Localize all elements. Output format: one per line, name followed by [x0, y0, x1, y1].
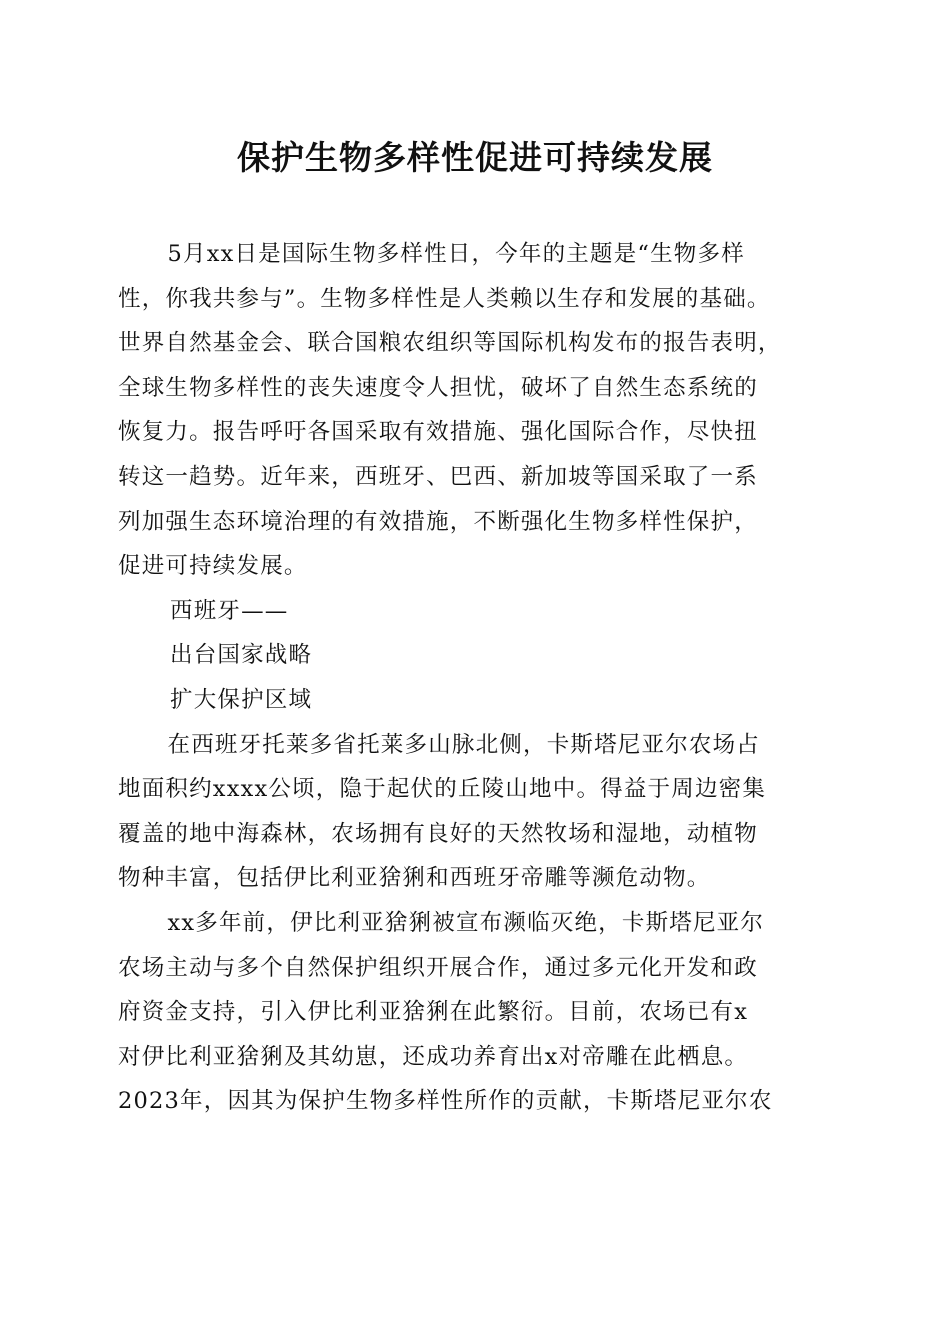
paragraph-line: xx多年前，伊比利亚猞猁被宣布濒临灭绝，卡斯塔尼亚尔 [167, 909, 765, 936]
body-paragraph [118, 723, 834, 901]
paragraph-line: 转这一趋势。近年来，西班牙、巴西、新加坡等国采取了一系 [118, 463, 758, 490]
subheading: 扩大保护区域 [170, 686, 313, 713]
paragraph-line: 促进可持续发展。 [118, 553, 308, 580]
paragraph-line: 物种丰富，包括伊比利亚猞猁和西班牙帝雕等濒危动物。 [118, 865, 711, 892]
paragraph-line: 对伊比利亚猞猁及其幼崽，还成功养育出x对帝雕在此栖息。 [118, 1043, 749, 1070]
paragraph-line: 全球生物多样性的丧失速度令人担忧，破坏了自然生态系统的 [118, 374, 758, 401]
paragraph-line: 性，你我共参与”。生物多样性是人类赖以生存和发展的基础。 [118, 285, 771, 312]
paragraph-line: 5月xx日是国际生物多样性日，今年的主题是“生物多样 [167, 241, 745, 267]
paragraph-line: 府资金支持，引入伊比利亚猞猁在此繁衍。目前，农场已有x [118, 999, 749, 1026]
paragraph-line: 覆盖的地中海森林，农场拥有良好的天然牧场和湿地，动植物 [118, 820, 758, 847]
paragraph-line: 恢复力。报告呼吁各国采取有效措施、强化国际合作，尽快扭 [118, 419, 758, 446]
section-heading: 西班牙—— [170, 597, 289, 624]
document-title: 保护生物多样性促进可持续发展 [237, 138, 713, 177]
paragraph-line: 2023年，因其为保护生物多样性所作的贡献，卡斯塔尼亚尔农 [118, 1088, 773, 1115]
subheading: 出台国家战略 [170, 642, 313, 669]
paragraph-line: 农场主动与多个自然保护组织开展合作，通过多元化开发和政 [118, 954, 758, 981]
paragraph-line: 列加强生态环境治理的有效措施，不断强化生物多样性保护， [118, 508, 758, 535]
document-body [118, 232, 834, 1124]
intro-paragraph [118, 232, 834, 589]
body-paragraph [118, 901, 834, 1124]
paragraph-line: 在西班牙托莱多省托莱多山脉北侧，卡斯塔尼亚尔农场占 [167, 731, 761, 758]
paragraph-line: 地面积约xxxx公顷，隐于起伏的丘陵山地中。得益于周边密集 [118, 776, 767, 803]
paragraph-line: 世界自然基金会、联合国粮农组织等国际机构发布的报告表明， [118, 330, 782, 357]
